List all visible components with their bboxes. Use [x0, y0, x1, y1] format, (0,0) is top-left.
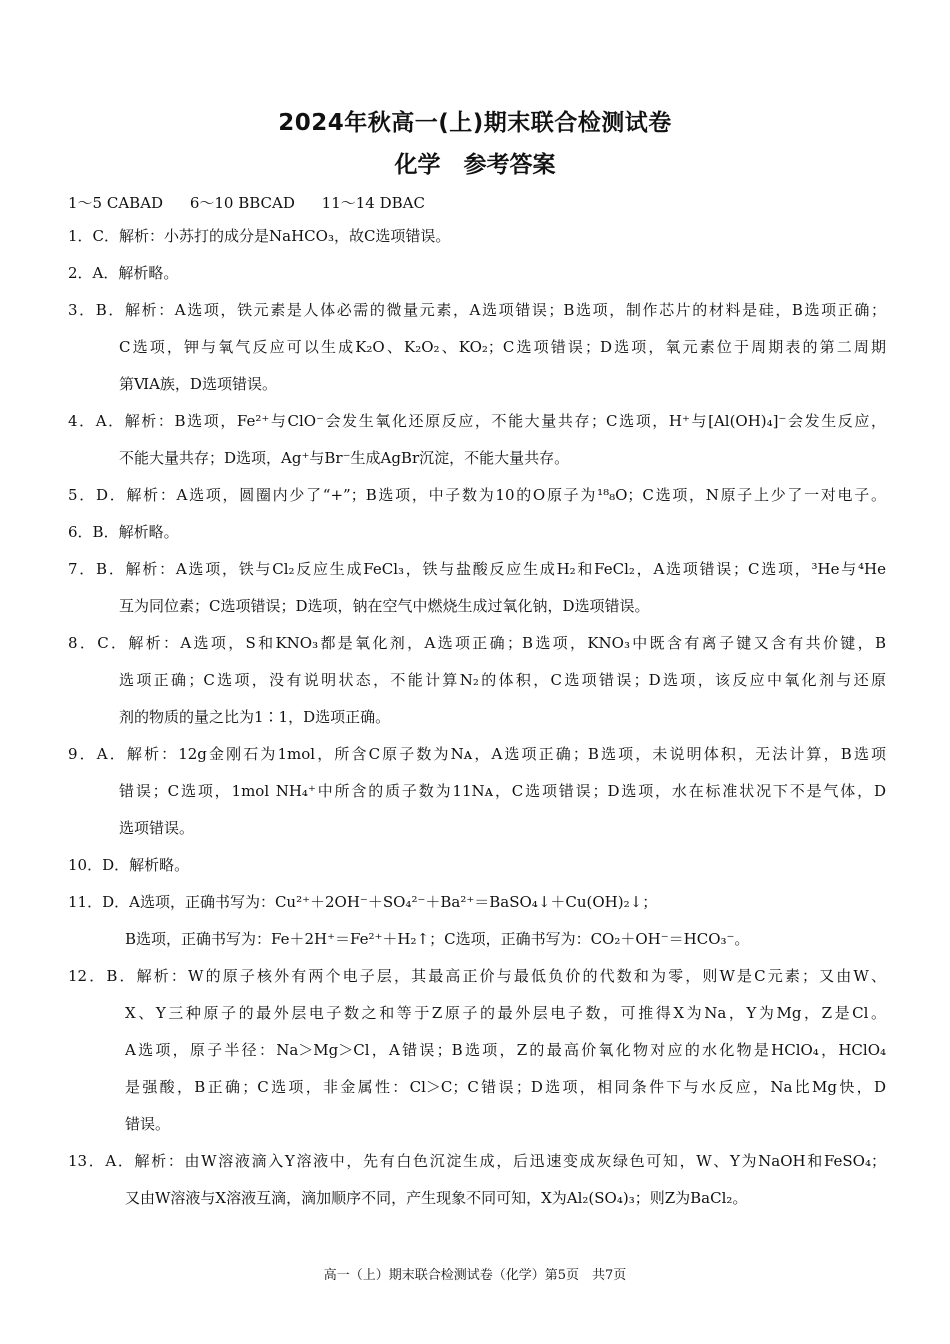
answer-line-q13-cont: 又由W溶液与X溶液互滴，滴加顺序不同，产生现象不同可知，X为Al₂(SO₄)₃；则Z为BaCl₂。	[125, 1189, 748, 1207]
page-title: 2024年秋高一(上)期末联合检测试卷	[278, 110, 672, 136]
answer-line-q8-cont: 选项正确；C选项，没有说明状态，不能计算N₂的体积，C选项错误；D选项，该反应中氧化剂与还原	[119, 671, 886, 689]
answer-line-q9: 9．A．解析：12g金刚石为1mol，所含C原子数为Nᴀ，A选项正确；B选项，未说明体积，无法计算，B选项	[68, 745, 886, 763]
answer-line-q9-cont: 错误；C选项，1mol NH₄⁺中所含的质子数为11Nᴀ，C选项错误；D选项，水在标准状况下不是气体，D	[119, 782, 886, 800]
answer-line-q2: 2．A．解析略。	[68, 264, 179, 282]
answer-line-q6: 6．B．解析略。	[68, 523, 179, 541]
answer-line-q11-cont: B选项，正确书写为：Fe＋2H⁺＝Fe²⁺＋H₂↑；C选项，正确书写为：CO₂＋OH⁻＝HCO₃⁻。	[125, 930, 750, 948]
answer-line-q8-cont: 剂的物质的量之比为1∶1，D选项正确。	[119, 708, 391, 726]
answer-line-q4: 4．A．解析：B选项，Fe²⁺与ClO⁻会发生氧化还原反应，不能大量共存；C选项，H⁺与[Al(OH)₄]⁻会发生反应，	[68, 412, 886, 430]
answer-group-3: 11～14 DBAC	[321, 194, 425, 212]
page-footer: 高一（上）期末联合检测试卷（化学）第5页 共7页	[323, 1268, 627, 1283]
answer-line-q12: 12．B．解析：W的原子核外有两个电子层，其最高正价与最低负价的代数和为零，则W是C元素；又由W、	[68, 967, 886, 985]
answer-line-q1: 1．C．解析：小苏打的成分是NaHCO₃，故C选项错误。	[68, 227, 451, 245]
answer-group-2: 6～10 BBCAD	[189, 194, 295, 212]
answer-line-q5: 5．D．解析：A选项，圆圈内少了“+”；B选项，中子数为10的O原子为¹⁸₈O；C选项，N原子上少了一对电子。	[68, 486, 886, 504]
answer-line-q3-cont: C选项，钾与氧气反应可以生成K₂O、K₂O₂、KO₂；C选项错误；D选项，氧元素位于周期表的第二周期	[119, 338, 886, 356]
answer-line-q12-cont: X、Y三种原子的最外层电子数之和等于Z原子的最外层电子数，可推得X为Na，Y为Mg，Z是Cl。	[125, 1004, 886, 1022]
answer-line-q12-cont: A选项，原子半径：Na＞Mg＞Cl，A错误；B选项，Z的最高价氧化物对应的水化物是HClO₄，HClO₄	[125, 1041, 886, 1059]
answer-line-q3: 3．B．解析：A选项，铁元素是人体必需的微量元素，A选项错误；B选项，制作芯片的材料是硅，B选项正确；	[68, 301, 886, 319]
answer-line-q8: 8．C．解析：A选项，S和KNO₃都是氧化剂，A选项正确；B选项，KNO₃中既含有离子键又含有共价键，B	[68, 634, 886, 652]
answer-line-q7: 7．B．解析：A选项，铁与Cl₂反应生成FeCl₃，铁与盐酸反应生成H₂和FeCl₂，A选项错误；C选项，³He与⁴He	[68, 560, 886, 578]
answer-line-q3-cont: 第ⅥA族，D选项错误。	[119, 375, 277, 393]
answer-line-q12-cont: 是强酸，B正确；C选项，非金属性：Cl＞C；C错误；D选项，相同条件下与水反应，Na比Mg快，D	[125, 1078, 886, 1096]
answer-line-q9-cont: 选项错误。	[119, 819, 195, 837]
answer-group-1: 1～5 CABAD	[68, 194, 164, 212]
answer-key-row	[68, 188, 886, 218]
answer-line-q12-cont: 错误。	[125, 1115, 171, 1133]
page-subtitle: 化学 参考答案	[394, 152, 556, 178]
answer-line-q7-cont: 互为同位素；C选项错误；D选项，钠在空气中燃烧生成过氧化钠，D选项错误。	[119, 597, 650, 615]
answer-line-q10: 10．D．解析略。	[68, 856, 190, 874]
answer-line-q4-cont: 不能大量共存；D选项，Ag⁺与Br⁻生成AgBr沉淀，不能大量共存。	[119, 449, 570, 467]
answer-line-q11: 11．D．A选项，正确书写为：Cu²⁺＋2OH⁻＋SO₄²⁻＋Ba²⁺＝BaSO₄↓＋Cu(OH)₂↓；	[68, 893, 658, 911]
answer-body	[68, 188, 886, 1217]
answer-line-q13: 13．A．解析：由W溶液滴入Y溶液中，先有白色沉淀生成，后迅速变成灰绿色可知，W、Y为NaOH和FeSO₄；	[68, 1152, 886, 1170]
